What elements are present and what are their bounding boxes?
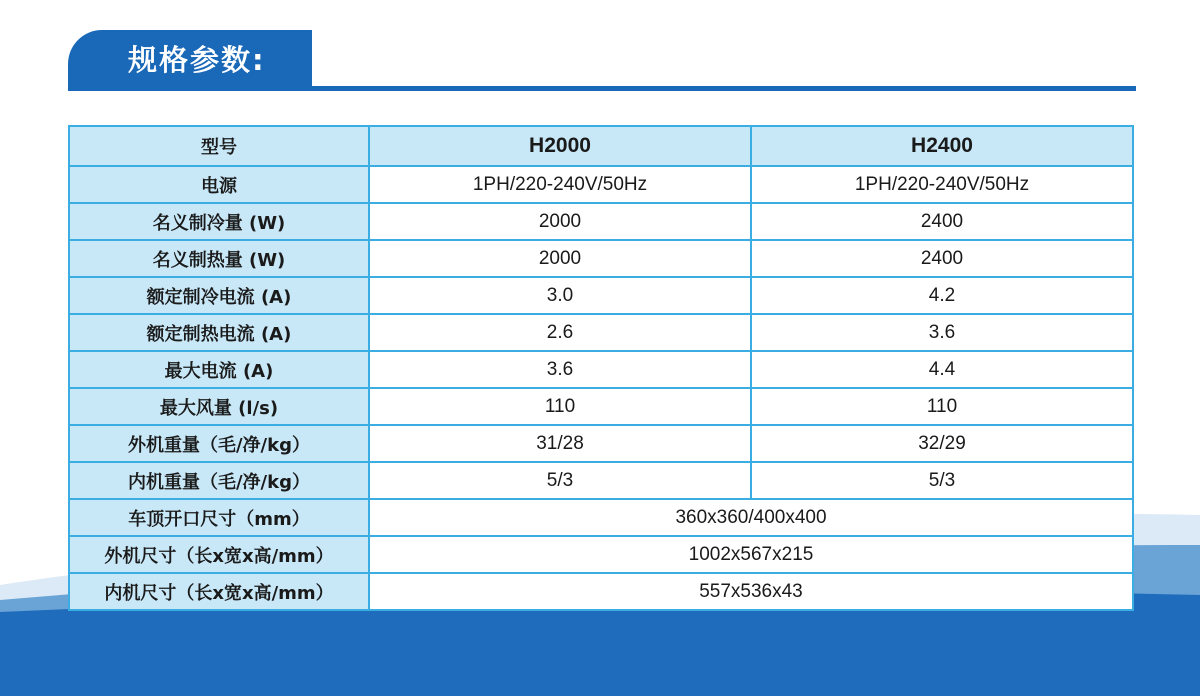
cell-merged: 1002x567x215 (369, 536, 1133, 573)
table-row (69, 203, 1133, 240)
spec-table (68, 125, 1134, 611)
header-model-h2400: H2400 (751, 126, 1133, 166)
table-row (69, 166, 1133, 203)
row-label: 内机重量（毛/净/kg） (69, 462, 369, 499)
cell-h2000: 1PH/220-240V/50Hz (369, 166, 751, 203)
row-label: 名义制冷量 (W) (69, 203, 369, 240)
table-row-merged (69, 573, 1133, 610)
cell-h2400: 1PH/220-240V/50Hz (751, 166, 1133, 203)
table-row-merged (69, 499, 1133, 536)
cell-h2400: 2400 (751, 240, 1133, 277)
row-label: 最大风量 (l/s) (69, 388, 369, 425)
cell-h2400: 32/29 (751, 425, 1133, 462)
table-row (69, 425, 1133, 462)
row-label: 车顶开口尺寸（mm） (69, 499, 369, 536)
cell-h2400: 5/3 (751, 462, 1133, 499)
table-row (69, 240, 1133, 277)
header-model-h2000: H2000 (369, 126, 751, 166)
cell-h2000: 2000 (369, 203, 751, 240)
table-row-merged (69, 536, 1133, 573)
row-label: 外机重量（毛/净/kg） (69, 425, 369, 462)
cell-merged: 360x360/400x400 (369, 499, 1133, 536)
cell-h2400: 4.2 (751, 277, 1133, 314)
cell-h2400: 110 (751, 388, 1133, 425)
row-label: 电源 (69, 166, 369, 203)
table-row (69, 388, 1133, 425)
row-label: 额定制热电流 (A) (69, 314, 369, 351)
table-row (69, 351, 1133, 388)
cell-merged: 557x536x43 (369, 573, 1133, 610)
table-header-row (69, 126, 1133, 166)
title-rule (68, 86, 1136, 91)
table-row (69, 314, 1133, 351)
row-label: 外机尺寸（长x宽x高/mm） (69, 536, 369, 573)
row-label: 额定制冷电流 (A) (69, 277, 369, 314)
table-row (69, 277, 1133, 314)
row-label: 最大电流 (A) (69, 351, 369, 388)
row-label: 内机尺寸（长x宽x高/mm） (69, 573, 369, 610)
cell-h2000: 2.6 (369, 314, 751, 351)
page-title: 规格参数: (128, 43, 266, 77)
cell-h2000: 2000 (369, 240, 751, 277)
cell-h2000: 5/3 (369, 462, 751, 499)
cell-h2400: 4.4 (751, 351, 1133, 388)
table-row (69, 462, 1133, 499)
cell-h2000: 110 (369, 388, 751, 425)
cell-h2000: 31/28 (369, 425, 751, 462)
row-label: 名义制热量 (W) (69, 240, 369, 277)
cell-h2400: 3.6 (751, 314, 1133, 351)
cell-h2000: 3.6 (369, 351, 751, 388)
cell-h2400: 2400 (751, 203, 1133, 240)
header-label: 型号 (69, 126, 369, 166)
cell-h2000: 3.0 (369, 277, 751, 314)
